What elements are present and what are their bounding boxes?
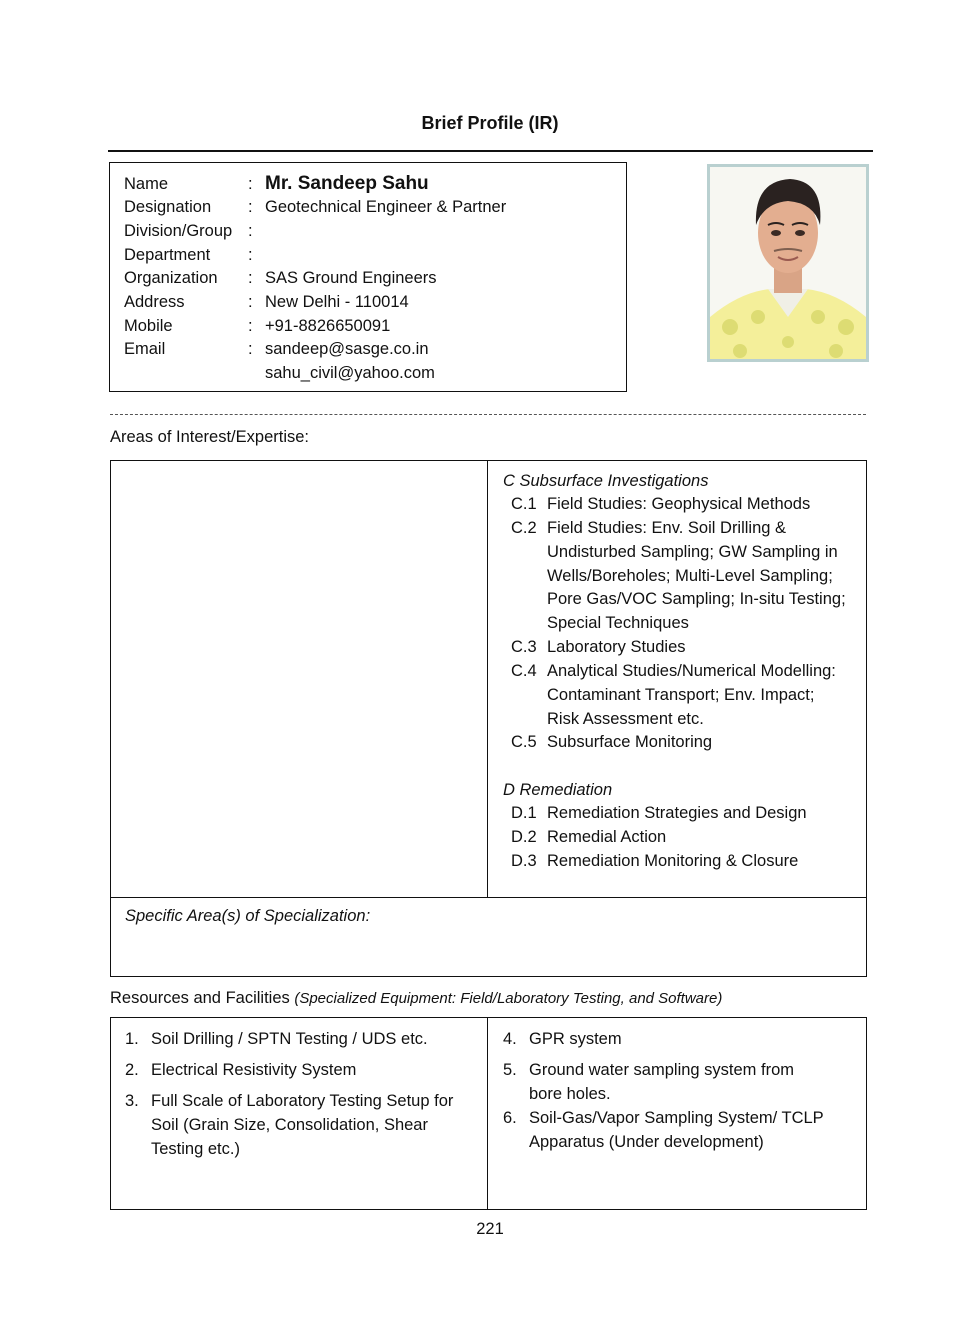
item-number: C.3: [511, 638, 537, 656]
profile-colon: :: [248, 269, 253, 287]
item-number: C.2: [511, 519, 537, 537]
item-text: Remediation Strategies and Design: [547, 804, 807, 822]
dashed-divider: [110, 414, 866, 415]
item-number: 4.: [503, 1030, 517, 1048]
item-text: Full Scale of Laboratory Testing Setup for Soil (Grain Size, Consolidation, Shear Testing etc.): [151, 1092, 454, 1158]
item-text: Soil Drilling / SPTN Testing / UDS etc.: [151, 1030, 428, 1048]
profile-label: Designation: [124, 198, 212, 216]
category-title: D Remediation: [503, 781, 613, 799]
profile-colon: :: [248, 340, 253, 358]
profile-label: Mobile: [124, 317, 173, 335]
item-number: 1.: [125, 1030, 139, 1048]
column-divider: [487, 1018, 488, 1209]
item-number: 3.: [125, 1092, 139, 1110]
item-text: Laboratory Studies: [547, 638, 686, 656]
item-text: Ground water sampling system from bore holes.: [529, 1061, 795, 1103]
item-number: C.1: [511, 495, 537, 513]
resources-subtitle: (Specialized Equipment: Field/Laboratory Testing, and Software): [294, 990, 723, 1007]
item-number: D.1: [511, 804, 537, 822]
profile-value: New Delhi - 110014: [265, 293, 409, 311]
profile-colon: :: [248, 246, 253, 264]
column-divider: [487, 461, 488, 897]
email-link[interactable]: sahu_civil@yahoo.com: [265, 364, 435, 382]
item-number: 5.: [503, 1061, 517, 1079]
profile-label: Name: [124, 175, 169, 193]
person-portrait-icon: [710, 167, 866, 359]
item-text: Remedial Action: [547, 828, 667, 846]
page-number: 221: [476, 1220, 504, 1238]
item-text: Soil-Gas/Vapor Sampling System/ TCLP Apparatus (Under development): [529, 1109, 824, 1151]
item-number: 2.: [125, 1061, 139, 1079]
profile-colon: :: [248, 175, 253, 193]
profile-label: Address: [124, 293, 185, 311]
profile-label: Division/Group: [124, 222, 233, 240]
item-number: 6.: [503, 1109, 517, 1127]
profile-colon: :: [248, 198, 253, 216]
row-divider: [111, 897, 866, 898]
profile-colon: :: [248, 317, 253, 335]
email-link[interactable]: sandeep@sasge.co.in: [265, 340, 429, 358]
resources-table: [110, 1017, 867, 1210]
areas-label: Areas of Interest/Expertise:: [110, 428, 310, 446]
profile-label: Organization: [124, 269, 218, 287]
title-divider: [108, 150, 873, 152]
profile-name-value: Mr. Sandeep Sahu: [265, 173, 429, 194]
profile-label: Department: [124, 246, 211, 264]
specialization-label: Specific Area(s) of Specialization:: [125, 907, 371, 925]
item-text: Electrical Resistivity System: [151, 1061, 357, 1079]
profile-value: +91-8826650091: [265, 317, 391, 335]
item-number: C.4: [511, 662, 537, 680]
resources-label: [110, 989, 722, 1008]
areas-table: [110, 460, 867, 977]
item-number: C.5: [511, 733, 537, 751]
item-text: GPR system: [529, 1030, 622, 1048]
profile-photo: [707, 164, 869, 362]
profile-info-box: [109, 162, 627, 392]
item-text: Analytical Studies/Numerical Modelling: Contaminant Transport; Env. Impact; Risk Assessment etc.: [547, 662, 836, 728]
item-number: D.3: [511, 852, 537, 870]
profile-colon: :: [248, 293, 253, 311]
category-title: C Subsurface Investigations: [503, 472, 709, 490]
item-number: D.2: [511, 828, 537, 846]
item-text: Field Studies: Env. Soil Drilling & Undisturbed Sampling; GW Sampling in Wells/Boreholes; Multi-Level Sampling; Pore Gas/VOC Sampling; In-situ Testing; Special Techniques: [547, 519, 846, 633]
profile-colon: :: [248, 222, 253, 240]
item-text: Subsurface Monitoring: [547, 733, 713, 751]
profile-value: SAS Ground Engineers: [265, 269, 437, 287]
profile-value: Geotechnical Engineer & Partner: [265, 198, 507, 216]
resources-title: Resources and Facilities: [110, 989, 290, 1007]
page-title: Brief Profile (IR): [421, 113, 559, 133]
profile-label: Email: [124, 340, 166, 358]
item-text: Remediation Monitoring & Closure: [547, 852, 799, 870]
item-text: Field Studies: Geophysical Methods: [547, 495, 811, 513]
